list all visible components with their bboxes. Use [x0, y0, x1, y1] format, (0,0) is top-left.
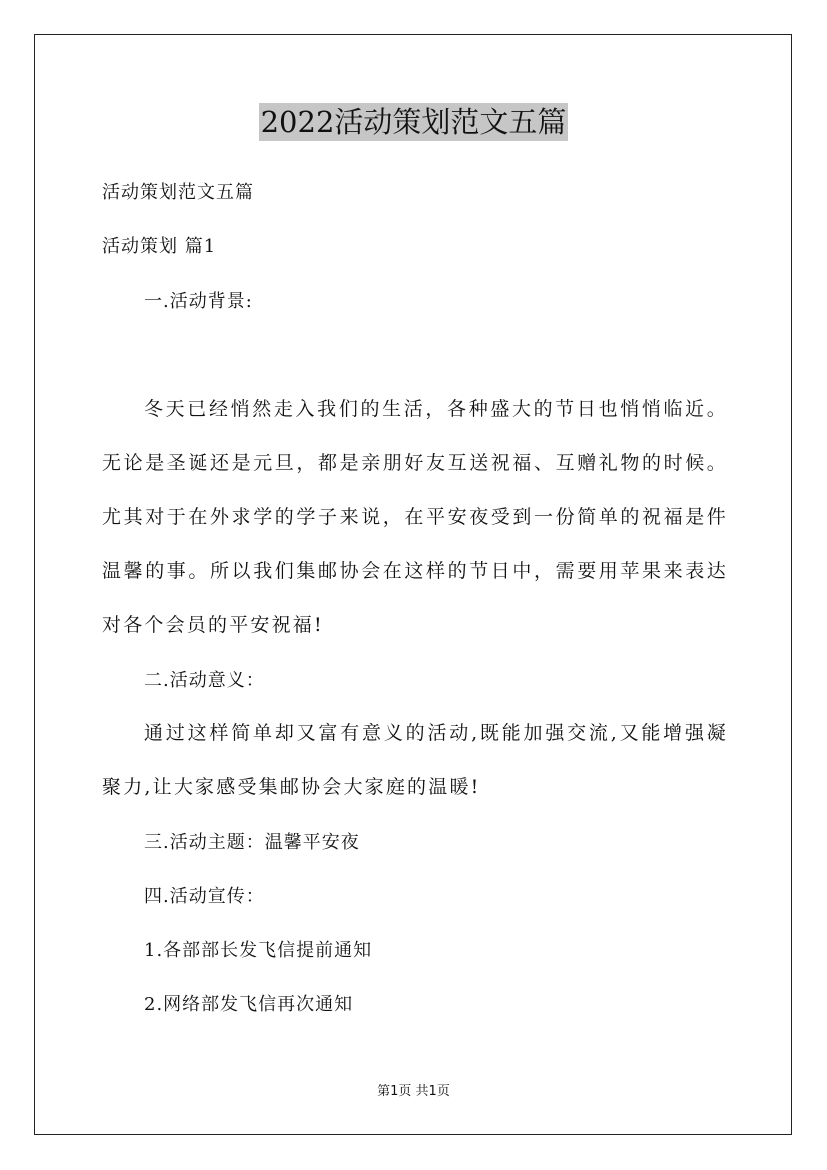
chapter-heading: 活动策划 篇1	[102, 236, 217, 257]
document-title: 2022活动策划范文五篇	[260, 105, 567, 139]
page-footer: 第1页 共1页	[377, 1084, 450, 1099]
document-subtitle: 活动策划范文五篇	[102, 182, 254, 203]
section-heading-significance: 二.活动意义：	[144, 670, 265, 691]
paragraph-background: 冬天已经悄然走入我们的生活，各种盛大的节日也悄悄临近。无论是圣诞还是元旦，都是亲朋好友互送祝福、互赠礼物的时候。尤其对于在外求学的学子来说，在平安夜受到一份简单的祝福是件温馨的事。所以我们集邮协会在这样的节日中，需要用苹果来表达对各个会员的平安祝福!	[102, 398, 728, 636]
section-heading-theme: 三.活动主题：温馨平安夜	[144, 832, 360, 853]
list-item: 2.网络部发飞信再次通知	[144, 994, 354, 1015]
section-heading-background: 一.活动背景:	[144, 291, 253, 312]
title-container	[0, 103, 827, 141]
section-heading-promotion: 四.活动宣传：	[144, 886, 265, 907]
list-item: 1.各部部长发飞信提前通知	[144, 940, 373, 961]
paragraph-significance: 通过这样简单却又富有意义的活动,既能加强交流,又能增强凝聚力,让大家感受集邮协会大家庭的温暖!	[102, 722, 728, 798]
